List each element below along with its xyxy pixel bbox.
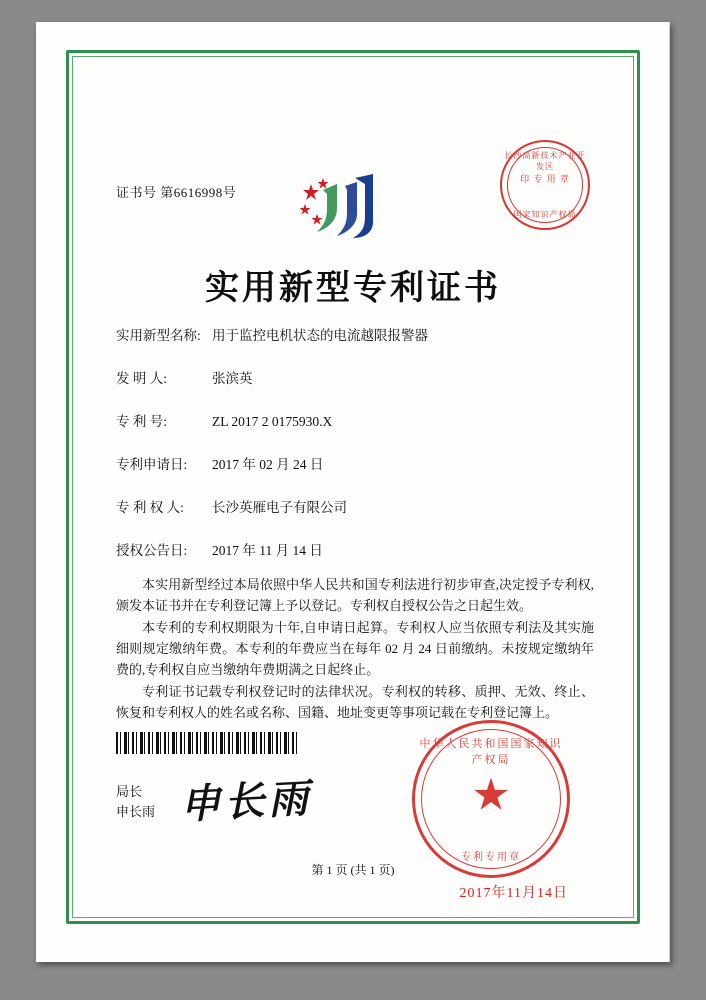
field-value: 2017 年 02 月 24 日 xyxy=(212,457,324,472)
local-office-stamp xyxy=(500,140,590,230)
field-label: 发 明 人: xyxy=(116,371,168,386)
signature-block xyxy=(116,782,155,822)
field-row xyxy=(116,453,590,473)
paragraph: 专利证书记载专利权登记时的法律状况。专利权的转移、质押、无效、终止、恢复和专利权人的姓名或名称、国籍、地址变更等事项记载在专利登记簿上。 xyxy=(116,684,594,720)
field-value: 2017 年 11 月 14 日 xyxy=(212,543,323,558)
signature-title: 局长 xyxy=(116,784,143,799)
stamp-arc-bottom: 专利专用章 xyxy=(461,852,521,863)
field-label: 实用新型名称: xyxy=(116,328,201,343)
national-office-stamp xyxy=(412,720,570,878)
page-fold-line xyxy=(669,22,670,962)
field-row xyxy=(116,539,590,559)
stamp-arc-bottom: 国家知识产权局 xyxy=(513,210,577,219)
field-value: ZL 2017 2 0175930.X xyxy=(212,414,333,429)
certificate-paper xyxy=(36,22,670,962)
field-row xyxy=(116,367,590,387)
certificate-content xyxy=(94,92,612,901)
stamp-center-text: 印 专 用 章 xyxy=(520,174,570,184)
field-label: 专 利 权 人: xyxy=(116,500,184,515)
star-icon: ★ xyxy=(471,770,511,820)
page-title: 实用新型专利证书 xyxy=(205,270,501,307)
barcode xyxy=(116,732,300,754)
paragraph: 本实用新型经过本局依照中华人民共和国专利法进行初步审查,决定授予专利权,颁发本证书并在专利登记簿上予以登记。专利权自授权公告之日起生效。 xyxy=(116,577,594,613)
field-label: 专 利 号: xyxy=(116,414,168,429)
field-list xyxy=(116,324,590,582)
field-label: 授权公告日: xyxy=(116,543,188,558)
handwritten-signature: 申长雨 xyxy=(179,775,314,828)
field-row xyxy=(116,496,590,516)
paragraph: 本专利的专利权期限为十年,自申请日起算。专利权人应当依照专利法及其实施细则规定缴纳年费。本专利的年费应当在每年 02 月 24 日前缴纳。未按规定缴纳年费的,专利权自应当缴纳年费期满之日起终止。 xyxy=(116,620,594,677)
field-value: 用于监控电机状态的电流越限报警器 xyxy=(212,328,428,343)
page-footer: 第 1 页 (共 1 页) xyxy=(311,863,395,877)
cnipa-logo-icon xyxy=(293,170,413,242)
signature-name: 申长雨 xyxy=(116,804,156,819)
field-value: 张滨英 xyxy=(212,371,253,386)
field-row xyxy=(116,410,590,430)
certificate-number: 证书号 第6616998号 xyxy=(116,185,237,200)
legal-text xyxy=(116,574,594,724)
stamp-arc-top: 中华人民共和国国家知识产权局 xyxy=(419,738,563,766)
stamp-arc-top: 长沙高新技术产业开发区 xyxy=(504,151,586,171)
field-value: 长沙英雁电子有限公司 xyxy=(212,500,347,515)
field-label: 专利申请日: xyxy=(116,457,188,472)
stamp-date: 2017年11月14日 xyxy=(459,886,568,901)
field-row xyxy=(116,324,590,344)
